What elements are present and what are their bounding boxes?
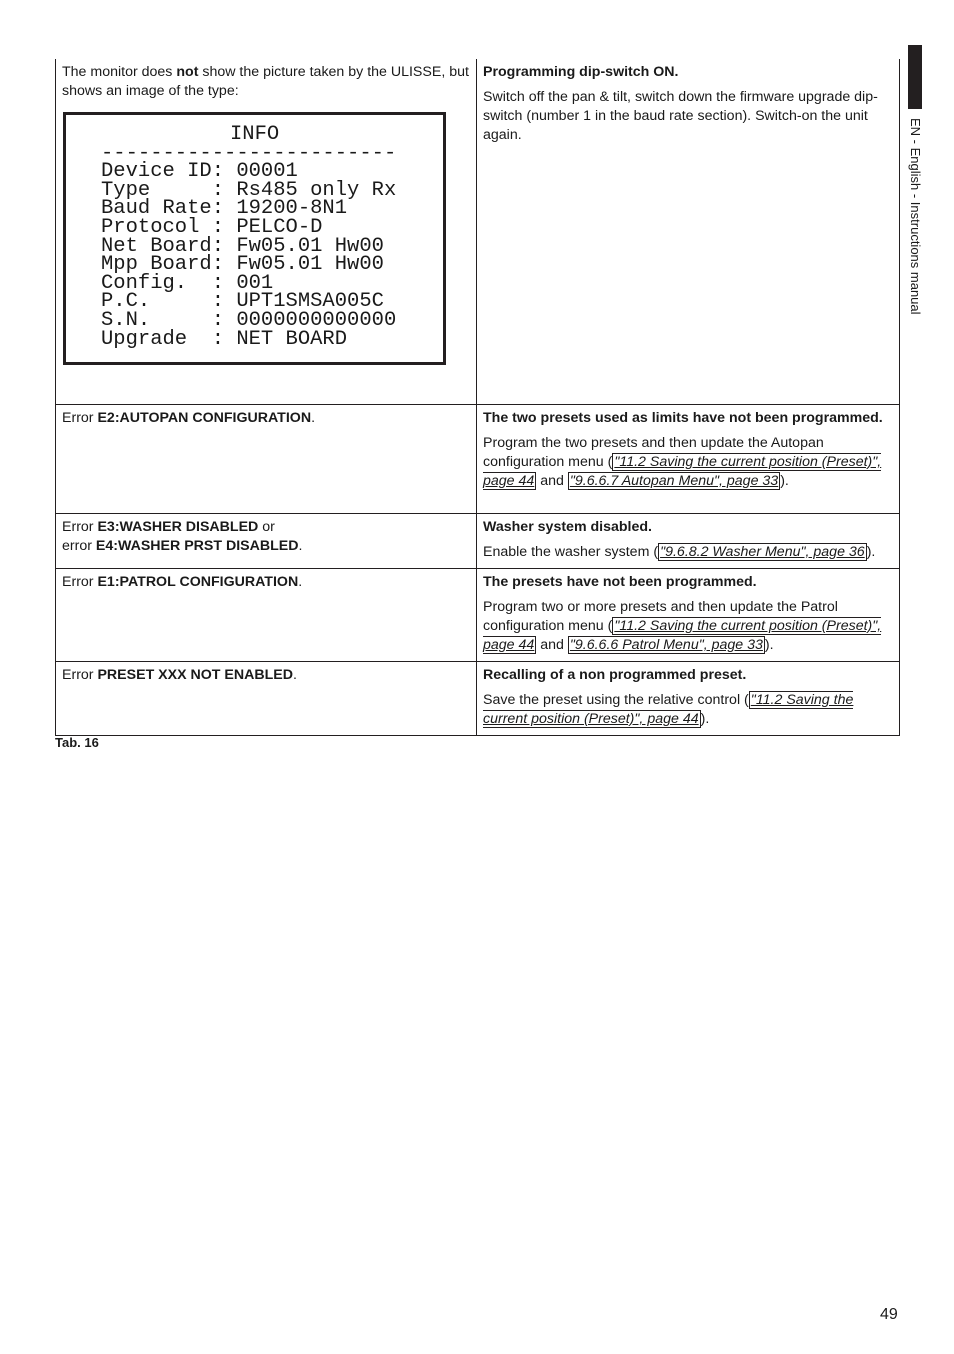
info-line: Mpp Board: Fw05.01 Hw00 xyxy=(101,253,384,277)
symptom-text: Error E3:WASHER DISABLED or error E4:WASHER PRST DISABLED. xyxy=(62,519,303,554)
solution-heading: Programming dip-switch ON. xyxy=(483,64,679,80)
table-cell-symptom xyxy=(56,405,477,514)
info-line: P.C. : UPT1SMSA005C xyxy=(101,290,384,314)
section-tab-marker xyxy=(908,45,922,109)
table-cell-symptom xyxy=(56,662,477,736)
info-screen-image xyxy=(63,112,446,365)
table-cell-symptom xyxy=(56,569,477,662)
info-line: Type : Rs485 only Rx xyxy=(101,178,397,202)
section-tab-label: EN - English - Instructions manual xyxy=(908,118,923,315)
solution-heading: Washer system disabled. xyxy=(483,519,653,535)
solution-text: Enable the washer system ( "9.6.8.2 Washer Menu", page 36 ). xyxy=(483,544,876,560)
info-line: Upgrade : NET BOARD xyxy=(101,327,348,351)
symptom-text: Error E2:AUTOPAN CONFIGURATION. xyxy=(62,410,316,426)
info-line: Device ID: 00001 xyxy=(101,160,298,184)
info-line: Baud Rate: 19200-8N1 xyxy=(101,197,348,221)
table-row xyxy=(56,569,900,662)
table-row xyxy=(56,405,900,514)
info-line: Config. : 001 xyxy=(101,271,274,295)
cross-reference-link[interactable]: "9.6.8.2 Washer Menu", page 36 xyxy=(660,544,865,560)
page-number: 49 xyxy=(880,1306,898,1323)
info-title: INFO xyxy=(230,123,280,146)
table-cell-solution xyxy=(477,59,900,405)
symptom-text: Error E1:PATROL CONFIGURATION. xyxy=(62,574,303,590)
table-row xyxy=(56,59,900,405)
table-caption: Tab. 16 xyxy=(55,735,99,750)
table-row xyxy=(56,662,900,736)
solution-text: Save the preset using the relative control ( "11.2 Saving the current position (Preset)", page 44 ). xyxy=(483,692,854,727)
solution-heading: The presets have not been programmed. xyxy=(483,574,757,590)
table-cell-symptom xyxy=(56,59,477,405)
solution-text: Program two or more presets and then update the Patrol configuration menu ( "11.2 Saving the current position (Preset)", page 44 and "9.6.6.6 Patrol Menu", page 33 ). xyxy=(483,599,882,653)
solution-heading: Recalling of a non programmed preset. xyxy=(483,667,747,683)
cross-reference-link[interactable]: "11.2 Saving the current position (Preset)", page 44 xyxy=(483,618,882,653)
table-cell-solution xyxy=(477,405,900,514)
table-cell-solution xyxy=(477,514,900,569)
table-cell-solution xyxy=(477,662,900,736)
cross-reference-link[interactable]: "9.6.6.6 Patrol Menu", page 33 xyxy=(569,637,763,653)
table-row xyxy=(56,514,900,569)
error-table xyxy=(55,59,900,736)
symptom-text: The monitor does not show the picture taken by the ULISSE, but shows an image of the type: xyxy=(62,64,469,99)
info-line: Protocol : PELCO-D xyxy=(101,215,323,239)
info-line: S.N. : 0000000000000 xyxy=(101,308,397,332)
cross-reference-link[interactable]: "9.6.6.7 Autopan Menu", page 33 xyxy=(569,473,779,489)
table-cell-symptom xyxy=(56,514,477,569)
solution-text: Program the two presets and then update the Autopan configuration menu ( "11.2 Saving the current position (Preset)", page 44 and "9.6.6.7 Autopan Menu", page 33 ). xyxy=(483,435,882,489)
section-tab xyxy=(908,118,922,348)
solution-text: Switch off the pan & tilt, switch down the firmware upgrade dip-switch (number 1 in the baud rate section). Switch-on the unit again. xyxy=(483,89,878,143)
info-separator: ------------------------ xyxy=(101,141,397,165)
solution-heading: The two presets used as limits have not been programmed. xyxy=(483,410,883,426)
cross-reference-link[interactable]: "11.2 Saving the current position (Preset)", page 44 xyxy=(483,692,854,727)
info-line: Net Board: Fw05.01 Hw00 xyxy=(101,234,384,258)
cross-reference-link[interactable]: "11.2 Saving the current position (Preset)", page 44 xyxy=(483,454,882,489)
symptom-text: Error PRESET XXX NOT ENABLED. xyxy=(62,667,297,683)
table-cell-solution xyxy=(477,569,900,662)
